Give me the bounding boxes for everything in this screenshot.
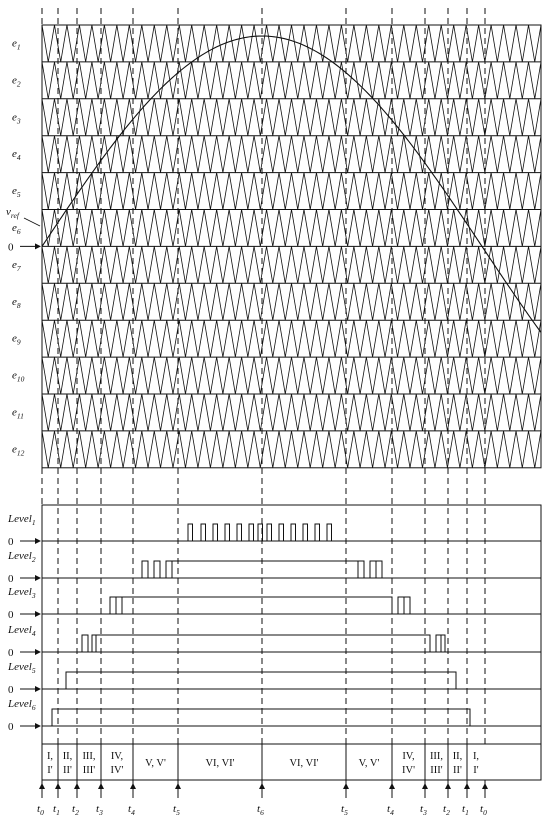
interval-cell-7: V, V' [358,758,380,769]
carrier-label-12: $e_{12}$ [12,443,25,458]
interval-cell-11-a: I, [472,751,480,762]
time-arrowhead-0 [39,783,45,789]
interval-cell-9-b: III' [430,765,443,776]
interval-cell-11-b: I' [473,765,479,776]
interval-cell-6: VI, VI' [289,758,319,769]
carrier-label-11: $e_{11}$ [12,406,24,421]
interval-cell-3-b: IV' [110,765,124,776]
carrier-label-10: $e_{10}$ [12,369,25,384]
time-arrowhead-3 [98,783,104,789]
reference-sine-curve [42,36,541,332]
level-pulses-5 [66,672,456,689]
level-pulses-6 [52,709,470,726]
reference-sine [6,36,541,332]
level-label-3: Level$_3$ [8,586,36,600]
carrier-label-2: $e_2$ [12,74,21,89]
interval-cell-10-a: II, [452,751,463,762]
interval-cell-4: V, V' [145,758,166,769]
carrier-label-4: $e_4$ [12,148,21,163]
time-label-4: $t_4$ [128,803,135,817]
carrier-wave-9 [42,320,541,357]
zero-arrow-head [35,243,41,249]
interval-cell-8-a: IV, [402,751,415,762]
interval-cell-8-b: IV' [402,765,415,776]
level-label-5: Level$_5$ [8,661,36,675]
carrier-wave-4 [42,136,541,173]
level-zero-label: 0 [8,721,14,733]
level-zero-arrowhead [35,611,41,617]
time-arrowhead-7 [343,783,349,789]
carrier-wave-10 [42,357,541,394]
level-zero-label: 0 [8,536,14,548]
reference-pointer [24,218,40,226]
level-zero-label: 0 [8,573,14,585]
interval-cell-0-b: I' [47,765,53,776]
time-arrowhead-1 [55,783,61,789]
time-label-1: $t_1$ [53,803,60,817]
interval-cell-2-b: III' [82,765,96,776]
time-arrowhead-4 [130,783,136,789]
time-axis [37,783,488,817]
time-label-10: $t_2$ [443,803,450,817]
level-zero-arrowhead [35,538,41,544]
time-arrowhead-12 [482,783,488,789]
time-arrowhead-5 [175,783,181,789]
level-pulses-4 [82,635,445,652]
time-arrowhead-2 [74,783,80,789]
interval-cell-0-a: I, [46,751,54,762]
time-label-2: $t_2$ [72,803,79,817]
time-label-9: $t_3$ [420,803,427,817]
carrier-label-5: $e_5$ [12,185,21,200]
level-zero-label: 0 [8,609,14,621]
carrier-label-6: $e_6$ [12,221,21,236]
carrier-label-8: $e_8$ [12,295,21,310]
carrier-bands [8,25,541,468]
carrier-label-7: $e_7$ [12,258,21,273]
level-label-2: Level$_2$ [8,550,36,564]
time-arrowhead-6 [259,783,265,789]
level-label-6: Level$_6$ [8,698,36,712]
level-pulses-3 [110,597,410,614]
time-label-8: $t_4$ [387,803,394,817]
level-zero-label: 0 [8,684,14,696]
time-arrowhead-11 [464,783,470,789]
carrier-wave-3 [42,99,541,136]
carrier-wave-8 [42,283,541,320]
carrier-label-3: $e_3$ [12,111,21,126]
level-label-4: Level$_4$ [8,624,36,638]
interval-cell-5: VI, VI' [205,758,235,769]
interval-cell-1-a: II, [62,751,73,762]
time-label-5: $t_5$ [173,803,180,817]
time-label-6: $t_6$ [257,803,264,817]
level-waveforms [7,505,541,744]
interval-cell-10-b: II' [453,765,462,776]
time-label-7: $t_5$ [341,803,348,817]
interval-cell-9-a: III, [429,751,444,762]
carrier-wave-7 [42,246,541,283]
interval-cell-1-b: II' [63,765,72,776]
time-label-0: $t_0$ [37,803,44,817]
interval-cell-3-a: IV, [110,751,124,762]
level-pulses-1 [188,524,332,541]
carrier-label-1: $e_1$ [12,37,21,52]
level-zero-label: 0 [8,647,14,659]
level-zero-arrowhead [35,686,41,692]
time-label-11: $t_1$ [462,803,469,817]
interval-table [42,744,541,780]
interval-cell-2-a: III, [82,751,96,762]
carrier-label-9: $e_9$ [12,332,21,347]
time-arrowhead-9 [422,783,428,789]
level-label-1: Level$_1$ [8,513,36,527]
carrier-wave-6 [42,210,541,247]
level-zero-arrowhead [35,723,41,729]
level-zero-arrowhead [35,649,41,655]
carrier-wave-12 [42,431,541,468]
carrier-wave-2 [42,62,541,99]
time-label-3: $t_3$ [96,803,103,817]
reference-label: $v_{ref}$ [6,206,19,220]
time-arrowhead-8 [389,783,395,789]
zero-label: 0 [8,241,14,254]
carrier-wave-11 [42,394,541,431]
time-label-12: $t_0$ [480,803,487,817]
time-arrowhead-10 [445,783,451,789]
level-zero-arrowhead [35,575,41,581]
carrier-wave-1 [42,25,541,62]
carrier-wave-5 [42,173,541,210]
